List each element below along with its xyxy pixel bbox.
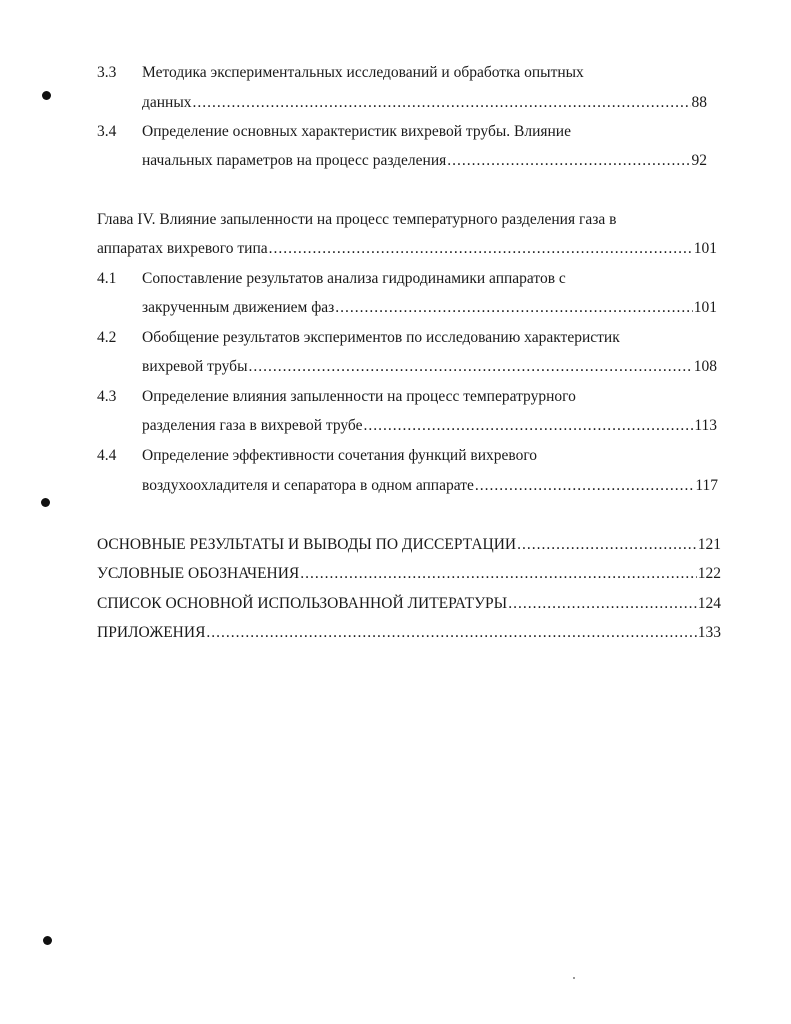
dot-leader: [248, 357, 692, 377]
dot-leader: [193, 93, 691, 113]
page-number: 108: [693, 358, 717, 375]
toc-line: [142, 122, 571, 142]
section-title-cont: вихревой трубы: [142, 358, 248, 375]
toc-line: [142, 446, 537, 466]
dot-leader: [447, 151, 690, 171]
toc-entry-4-4[interactable]: [142, 476, 718, 496]
section-title-cont: данных: [142, 94, 192, 111]
section-title: Методика экспериментальных исследований и обработка опытных: [142, 64, 584, 81]
page-number: 101: [693, 299, 717, 316]
toc-entry-literature[interactable]: [97, 594, 721, 614]
chapter-title-cont: аппаратах вихревого типа: [97, 240, 268, 257]
toc-entry-4-1[interactable]: [142, 298, 717, 318]
toc-entry-results[interactable]: [97, 535, 721, 555]
entry-title: ОСНОВНЫЕ РЕЗУЛЬТАТЫ И ВЫВОДЫ ПО ДИССЕРТАЦИИ: [97, 536, 517, 553]
page-number: 117: [695, 477, 718, 494]
page-number: 113: [694, 417, 717, 434]
page-number: 124: [697, 595, 721, 612]
section-title: Определение основных характеристик вихревой трубы. Влияние: [142, 123, 571, 140]
section-number: 4.2: [97, 329, 117, 346]
section-number: 3.4: [97, 123, 117, 140]
toc-line: [142, 63, 584, 83]
page-number: 101: [693, 240, 717, 257]
section-number: 4.1: [97, 270, 117, 287]
section-title: Определение влияния запыленности на процесс температрурного: [142, 388, 576, 405]
dot-leader: [206, 623, 696, 643]
toc-line: [142, 328, 620, 348]
page-number: 92: [691, 152, 707, 169]
punch-hole-middle: [41, 498, 50, 507]
toc-entry-notation[interactable]: [97, 564, 721, 584]
section-title: Сопоставление результатов анализа гидродинамики аппаратов с: [142, 270, 566, 287]
dot-leader: [300, 564, 696, 584]
toc-entry-chapter-4[interactable]: [97, 239, 717, 259]
chapter-title: Глава IV. Влияние запыленности на процесс температурного разделения газа в: [97, 211, 617, 228]
dot-leader: [508, 594, 697, 614]
section-number: 3.3: [97, 64, 117, 81]
toc-line: [142, 269, 566, 289]
page-number: 122: [697, 565, 721, 582]
dot-leader: [335, 298, 692, 318]
section-number: 4.3: [97, 388, 117, 405]
section-number: 4.4: [97, 447, 117, 464]
toc-line: [142, 387, 576, 407]
punch-hole-bottom: [43, 936, 52, 945]
page-number: 88: [691, 94, 707, 111]
entry-title: УСЛОВНЫЕ ОБОЗНАЧЕНИЯ: [97, 565, 300, 582]
toc-entry-3-4[interactable]: [142, 151, 707, 171]
section-title-cont: разделения газа в вихревой трубе: [142, 417, 363, 434]
punch-hole-top: [42, 91, 51, 100]
dot-leader: [269, 239, 693, 259]
dot-leader: [475, 476, 694, 496]
page-number: 121: [697, 536, 721, 553]
section-title: Определение эффективности сочетания функций вихревого: [142, 447, 538, 464]
toc-entry-appendix[interactable]: [97, 623, 721, 643]
entry-title: СПИСОК ОСНОВНОЙ ИСПОЛЬЗОВАННОЙ ЛИТЕРАТУРЫ: [97, 595, 508, 612]
section-title-cont: закрученным движением фаз: [142, 299, 335, 316]
scan-speck: [573, 977, 575, 979]
section-title: Обобщение результатов экспериментов по исследованию характеристик: [142, 329, 620, 346]
entry-title: ПРИЛОЖЕНИЯ: [97, 624, 206, 641]
toc-entry-4-2[interactable]: [142, 357, 717, 377]
section-title-cont: начальных параметров на процесс разделения: [142, 152, 447, 169]
dot-leader: [364, 416, 694, 436]
toc-entry-3-3[interactable]: [142, 93, 707, 113]
page-number: 133: [697, 624, 721, 641]
section-title-cont: воздухоохладителя и сепаратора в одном аппарате: [142, 477, 474, 494]
dot-leader: [517, 535, 697, 555]
toc-entry-4-3[interactable]: [142, 416, 717, 436]
